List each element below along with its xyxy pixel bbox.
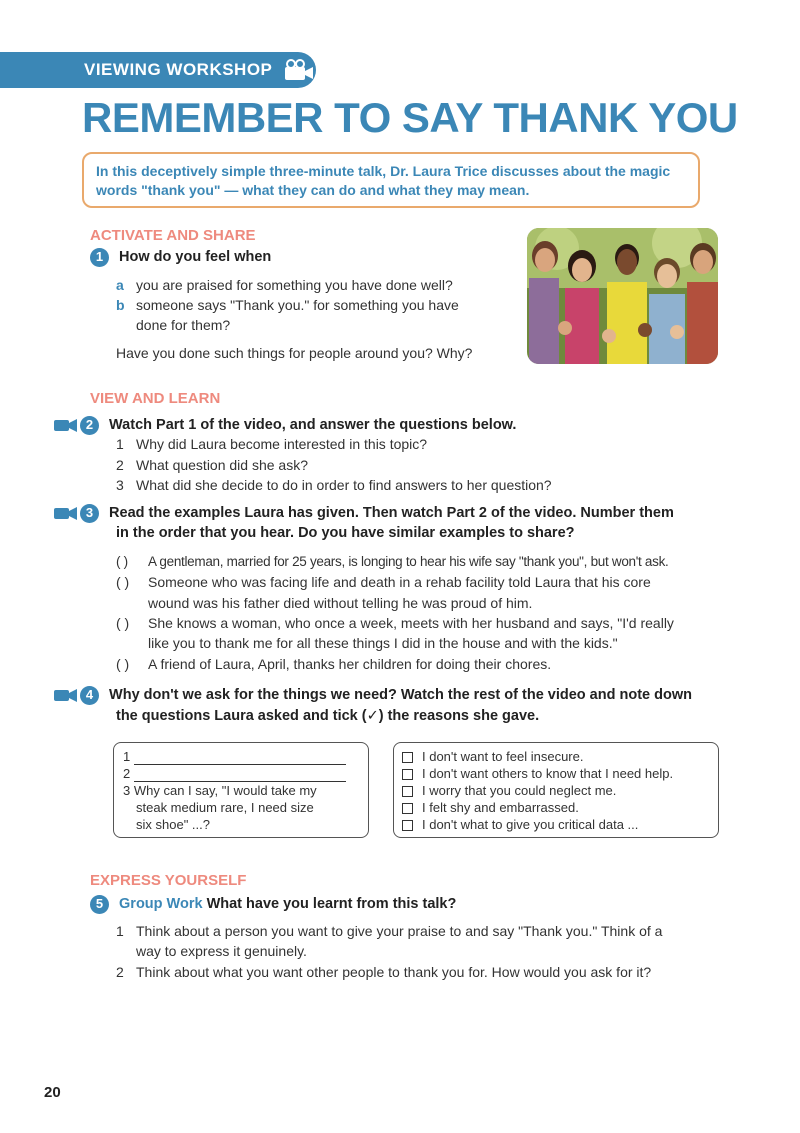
item-text: She knows a woman, who once a week, meets with her husband and says, "I'd really bbox=[148, 615, 674, 631]
checklist-item bbox=[402, 782, 718, 799]
question-text: How do you feel when bbox=[119, 249, 272, 265]
checkbox[interactable] bbox=[402, 769, 413, 780]
item-text: Someone who was facing life and death in a rehab facility told Laura that his core bbox=[148, 574, 651, 590]
question-number: 3 bbox=[80, 504, 99, 523]
order-blank[interactable]: ( ) bbox=[116, 615, 130, 631]
item-number: 3 bbox=[116, 477, 124, 493]
question-text: What have you learnt from this talk? bbox=[206, 896, 457, 912]
checklist-text: I worry that you could neglect me. bbox=[422, 783, 617, 798]
note-number: 1 bbox=[123, 749, 131, 764]
list-item bbox=[116, 962, 651, 982]
item-text: Think about a person you want to give your praise to and say "Thank you." Think of a bbox=[136, 923, 663, 939]
note-line-1 bbox=[123, 748, 368, 765]
question-number: 1 bbox=[90, 248, 109, 267]
item-text: What question did she ask? bbox=[136, 457, 308, 473]
answer-line-1[interactable] bbox=[134, 750, 346, 765]
item-number: 2 bbox=[116, 457, 124, 473]
checklist-item bbox=[402, 799, 718, 816]
checklist-item bbox=[402, 748, 718, 765]
section-banner bbox=[0, 52, 316, 88]
list-item-continuation: done for them? bbox=[136, 317, 231, 333]
order-blank[interactable]: ( ) bbox=[116, 656, 130, 672]
question-2 bbox=[54, 415, 516, 435]
list-item bbox=[116, 475, 552, 495]
checklist-text: I don't want others to know that I need help. bbox=[422, 766, 674, 781]
item-text: Think about what you want other people to thank you for. How would you ask for it? bbox=[136, 964, 652, 980]
list-item bbox=[116, 455, 308, 475]
video-camera-icon bbox=[54, 505, 78, 521]
question-text: Watch Part 1 of the video, and answer the questions below. bbox=[109, 417, 517, 433]
follow-up-question: Have you done such things for people around you? Why? bbox=[116, 345, 473, 361]
checkbox[interactable] bbox=[402, 786, 413, 797]
banner-label: VIEWING WORKSHOP bbox=[84, 60, 273, 79]
item-number: 1 bbox=[116, 923, 124, 939]
item-text: What did she decide to do in order to find answers to her question? bbox=[136, 477, 552, 493]
item-text: someone says "Thank you." for something you have bbox=[136, 297, 459, 313]
question-text-continuation: the questions Laura asked and tick (✓) the reasons she gave. bbox=[116, 708, 540, 724]
item-number: 2 bbox=[116, 964, 124, 980]
list-item bbox=[116, 613, 674, 633]
question-text: Read the examples Laura has given. Then watch Part 2 of the video. Number them bbox=[109, 505, 674, 521]
checklist-text: I felt shy and embarrassed. bbox=[422, 800, 579, 815]
question-number: 2 bbox=[80, 416, 99, 435]
checkbox[interactable] bbox=[402, 752, 413, 763]
checklist-item bbox=[402, 816, 718, 833]
question-3 bbox=[54, 503, 674, 523]
video-camera-icon bbox=[284, 59, 314, 81]
list-item bbox=[116, 275, 453, 295]
checkbox[interactable] bbox=[402, 803, 413, 814]
list-item-continuation: like you to thank me for all these things I did in the house and with the kids." bbox=[148, 635, 618, 651]
order-blank[interactable]: ( ) bbox=[116, 574, 130, 590]
list-item bbox=[116, 654, 551, 674]
page-number: 20 bbox=[44, 1084, 61, 1101]
checklist-text: I don't want to feel insecure. bbox=[422, 749, 584, 764]
question-4 bbox=[54, 685, 692, 705]
video-camera-icon bbox=[54, 687, 78, 703]
intro-box: In this deceptively simple three-minute talk, Dr. Laura Trice discusses about the magic words "thank you" — what they can do and what they may mean. bbox=[82, 152, 700, 208]
list-item bbox=[116, 921, 662, 941]
note-line-2 bbox=[123, 765, 368, 782]
group-work-label: Group Work bbox=[119, 896, 203, 912]
question-5 bbox=[90, 894, 456, 914]
friends-photo bbox=[527, 228, 718, 364]
question-1 bbox=[90, 247, 271, 267]
item-number: 1 bbox=[116, 436, 124, 452]
item-letter: a bbox=[116, 277, 124, 293]
questions-note-box bbox=[113, 742, 369, 838]
item-text: Why did Laura become interested in this topic? bbox=[136, 436, 428, 452]
item-letter: b bbox=[116, 297, 125, 313]
item-text: you are praised for something you have done well? bbox=[136, 277, 453, 293]
checklist-text: I don't what to give you critical data ... bbox=[422, 817, 639, 832]
reasons-checklist-box bbox=[393, 742, 719, 838]
list-item-continuation: way to express it genuinely. bbox=[136, 943, 307, 959]
item-text: A friend of Laura, April, thanks her children for doing their chores. bbox=[148, 656, 552, 672]
note-number: 2 bbox=[123, 766, 131, 781]
question-number: 4 bbox=[80, 686, 99, 705]
answer-line-2[interactable] bbox=[134, 767, 346, 782]
page-title: REMEMBER TO SAY THANK YOU bbox=[82, 94, 738, 141]
question-text: Why don't we ask for the things we need? Watch the rest of the video and note down bbox=[109, 687, 692, 703]
note-text: six shoe" ...? bbox=[136, 817, 210, 832]
checkbox[interactable] bbox=[402, 820, 413, 831]
order-blank[interactable]: ( ) bbox=[116, 554, 128, 569]
question-number: 5 bbox=[90, 895, 109, 914]
list-item bbox=[116, 434, 427, 454]
note-line-3 bbox=[123, 782, 368, 799]
note-text: steak medium rare, I need size bbox=[136, 800, 314, 815]
section-heading-view: VIEW AND LEARN bbox=[90, 390, 221, 407]
checklist-item bbox=[402, 765, 718, 782]
list-item bbox=[116, 552, 669, 572]
list-item bbox=[116, 295, 459, 315]
item-text: A gentleman, married for 25 years, is longing to hear his wife say "thank you", but won't ask. bbox=[148, 554, 669, 569]
video-camera-icon bbox=[54, 417, 78, 433]
list-item-continuation: wound was his father died without telling he was proud of him. bbox=[148, 595, 533, 611]
section-heading-express: EXPRESS YOURSELF bbox=[90, 872, 247, 889]
question-text-continuation: in the order that you hear. Do you have similar examples to share? bbox=[116, 525, 575, 541]
list-item bbox=[116, 572, 651, 592]
note-number: 3 bbox=[123, 783, 131, 798]
section-heading-activate: ACTIVATE AND SHARE bbox=[90, 227, 256, 244]
note-text: Why can I say, "I would take my bbox=[133, 783, 317, 798]
